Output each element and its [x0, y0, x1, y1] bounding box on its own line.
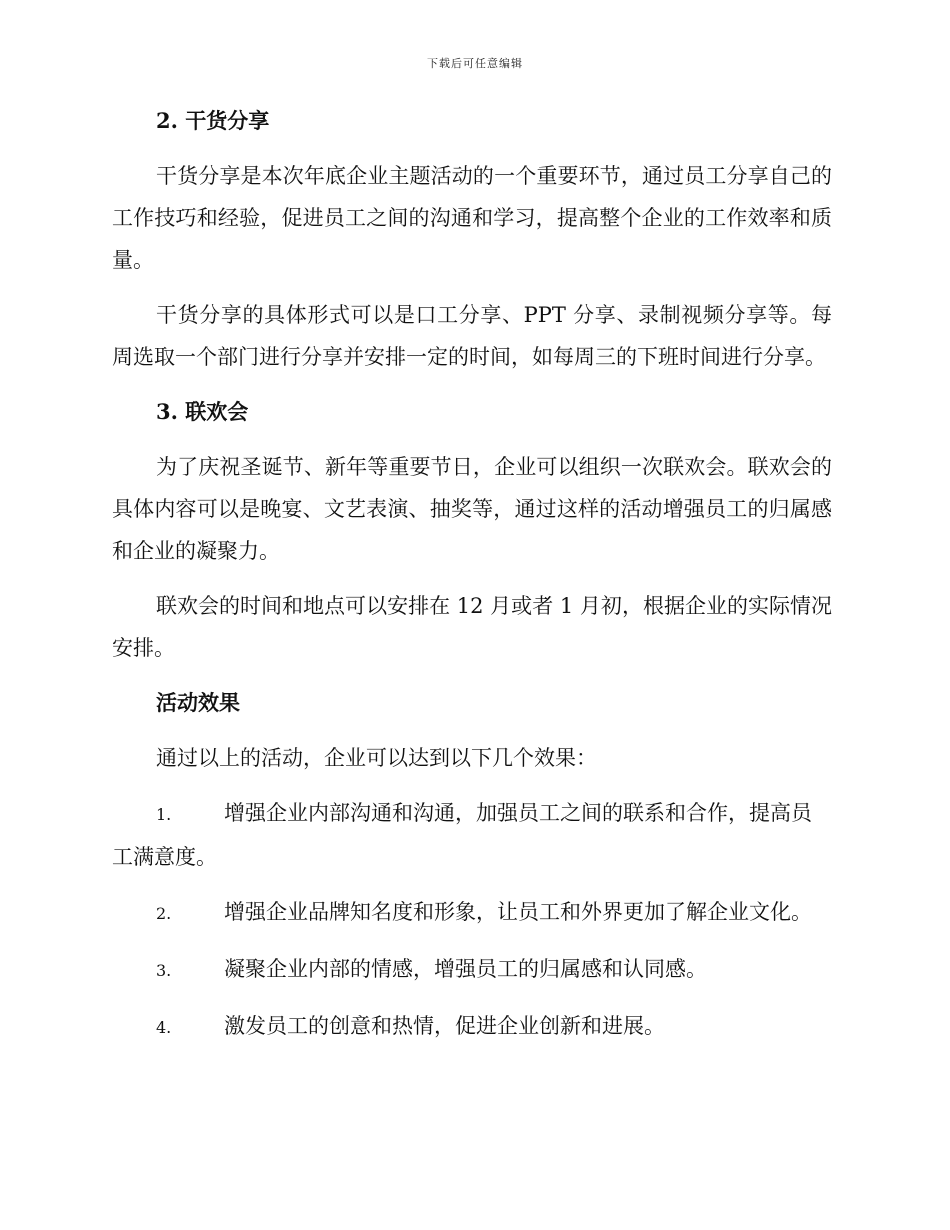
document-body: [112, 100, 832, 1049]
list-text: 增强企业内部沟通和沟通，加强员工之间的联系和合作，提高员工满意度。: [112, 801, 812, 869]
paragraph: 干货分享是本次年底企业主题活动的一个重要环节，通过员工分享自己的工作技巧和经验，促进员工之间的沟通和学习，提高整个企业的工作效率和质量。: [112, 164, 832, 272]
paragraph: 通过以上的活动，企业可以达到以下几个效果：: [156, 746, 597, 770]
paragraph: 联欢会的时间和地点可以安排在 12 月或者 1 月初，根据企业的实际情况安排。: [112, 594, 832, 660]
header-note: 下载后可任意编辑: [427, 57, 523, 70]
list-number: 4.: [156, 1018, 172, 1037]
list-number: 1.: [156, 805, 172, 824]
list-text: 凝聚企业内部的情感，增强员工的归属感和认同感。: [224, 957, 707, 981]
list-item: [112, 1005, 832, 1049]
section-heading-dry-goods-sharing: 2. 干货分享: [156, 108, 270, 133]
paragraph: 干货分享的具体形式可以是口工分享、PPT 分享、录制视频分享等。每周选取一个部门进行分享并安排一定的时间，如每周三的下班时间进行分享。: [112, 303, 832, 369]
list-text: 激发员工的创意和热情，促进企业创新和进展。: [224, 1014, 665, 1038]
list-item: [112, 792, 832, 878]
list-item: [112, 891, 832, 935]
paragraph: 为了庆祝圣诞节、新年等重要节日，企业可以组织一次联欢会。联欢会的具体内容可以是晚宴、文艺表演、抽奖等，通过这样的活动增强员工的归属感和企业的凝聚力。: [112, 455, 832, 563]
list-number: 3.: [156, 961, 172, 980]
section-heading-party: 3. 联欢会: [156, 399, 249, 424]
section-heading-activity-effects: 活动效果: [156, 690, 240, 715]
list-text: 增强企业品牌知名度和形象，让员工和外界更加了解企业文化。: [224, 900, 812, 924]
list-item: [112, 948, 832, 992]
list-number: 2.: [156, 904, 172, 923]
